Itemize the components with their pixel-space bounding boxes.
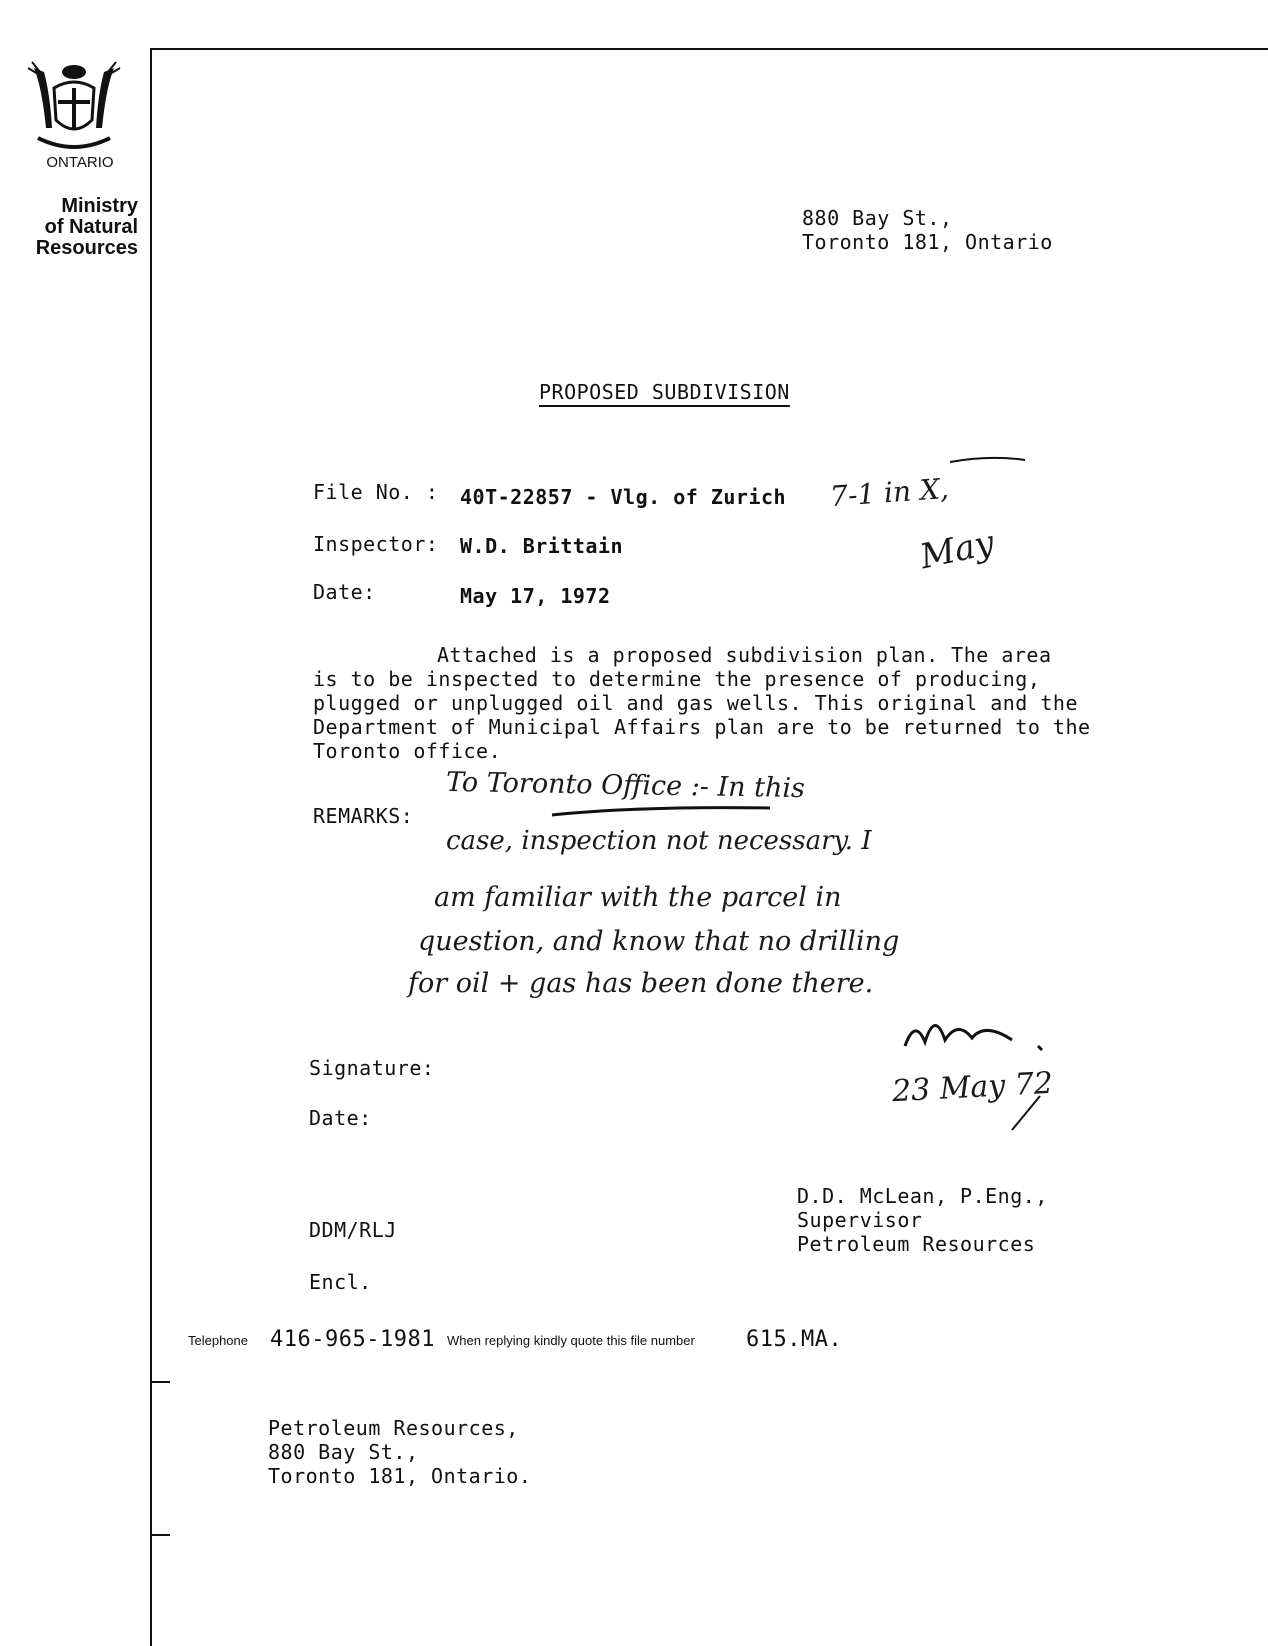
paragraph-line-3: plugged or unplugged oil and gas wells. This original and the	[313, 691, 1079, 715]
file-number: 615.MA.	[746, 1327, 843, 1352]
file-value: 40T-22857 - Vlg. of Zurich	[460, 485, 787, 509]
ministry-line-2: of Natural	[44, 216, 138, 238]
reference-initials: DDM/RLJ	[309, 1218, 397, 1242]
remarks-label: REMARKS:	[313, 804, 414, 828]
reply-instruction: When replying kindly quote this file number	[447, 1333, 695, 1348]
paragraph-line-1: Attached is a proposed subdivision plan. The area	[437, 643, 1052, 667]
remarks-hand-line-4: question, and know that no drilling	[418, 926, 900, 957]
inspector-label: Inspector:	[313, 532, 439, 556]
handwritten-annotation-top: 7-1 in X,	[828, 471, 950, 514]
recipient-line-3: Toronto 181, Ontario.	[268, 1464, 532, 1488]
inspector-value: W.D. Brittain	[460, 534, 624, 558]
date-value: May 17, 1972	[460, 584, 611, 608]
telephone-number: 416-965-1981	[270, 1327, 435, 1352]
paragraph-line-2: is to be inspected to determine the presence of producing,	[313, 667, 1041, 691]
date-label: Date:	[313, 580, 376, 604]
address-line-2: Toronto 181, Ontario	[802, 230, 1053, 254]
handwritten-signature-date: 23 May 72	[891, 1065, 1054, 1110]
handwritten-annotation-may: May	[916, 522, 998, 578]
sender-title: Supervisor	[797, 1208, 923, 1232]
page-title: PROPOSED SUBDIVISION	[539, 380, 790, 404]
remarks-hand-line-2: case, inspection not necessary. I	[446, 826, 872, 856]
sender-dept: Petroleum Resources	[797, 1232, 1036, 1256]
recipient-line-2: 880 Bay St.,	[268, 1440, 419, 1464]
sender-block	[797, 1184, 1048, 1256]
sender-name: D.D. McLean, P.Eng.,	[797, 1184, 1048, 1208]
remarks-hand-line-1: To Toronto Office :- In this	[445, 766, 806, 805]
paragraph-line-5: Toronto office.	[313, 739, 502, 763]
recipient-address	[268, 1416, 531, 1488]
ministry-line-3: Resources	[35, 237, 138, 259]
signature-label: Signature:	[309, 1056, 435, 1080]
remarks-hand-line-5: for oil + gas has been done there.	[408, 968, 874, 999]
enclosure-note: Encl.	[309, 1270, 372, 1294]
paragraph-line-4: Department of Municipal Affairs plan are to be returned to the	[313, 715, 1091, 739]
file-label: File No. :	[313, 480, 439, 504]
province-label: ONTARIO	[46, 154, 114, 171]
ministry-line-1: Ministry	[61, 195, 138, 217]
remarks-hand-line-3: am familiar with the parcel in	[434, 882, 842, 913]
signature-date-label: Date:	[309, 1106, 372, 1130]
telephone-label: Telephone	[188, 1333, 248, 1348]
recipient-line-1: Petroleum Resources,	[268, 1416, 519, 1440]
address-line-1: 880 Bay St.,	[802, 206, 953, 230]
